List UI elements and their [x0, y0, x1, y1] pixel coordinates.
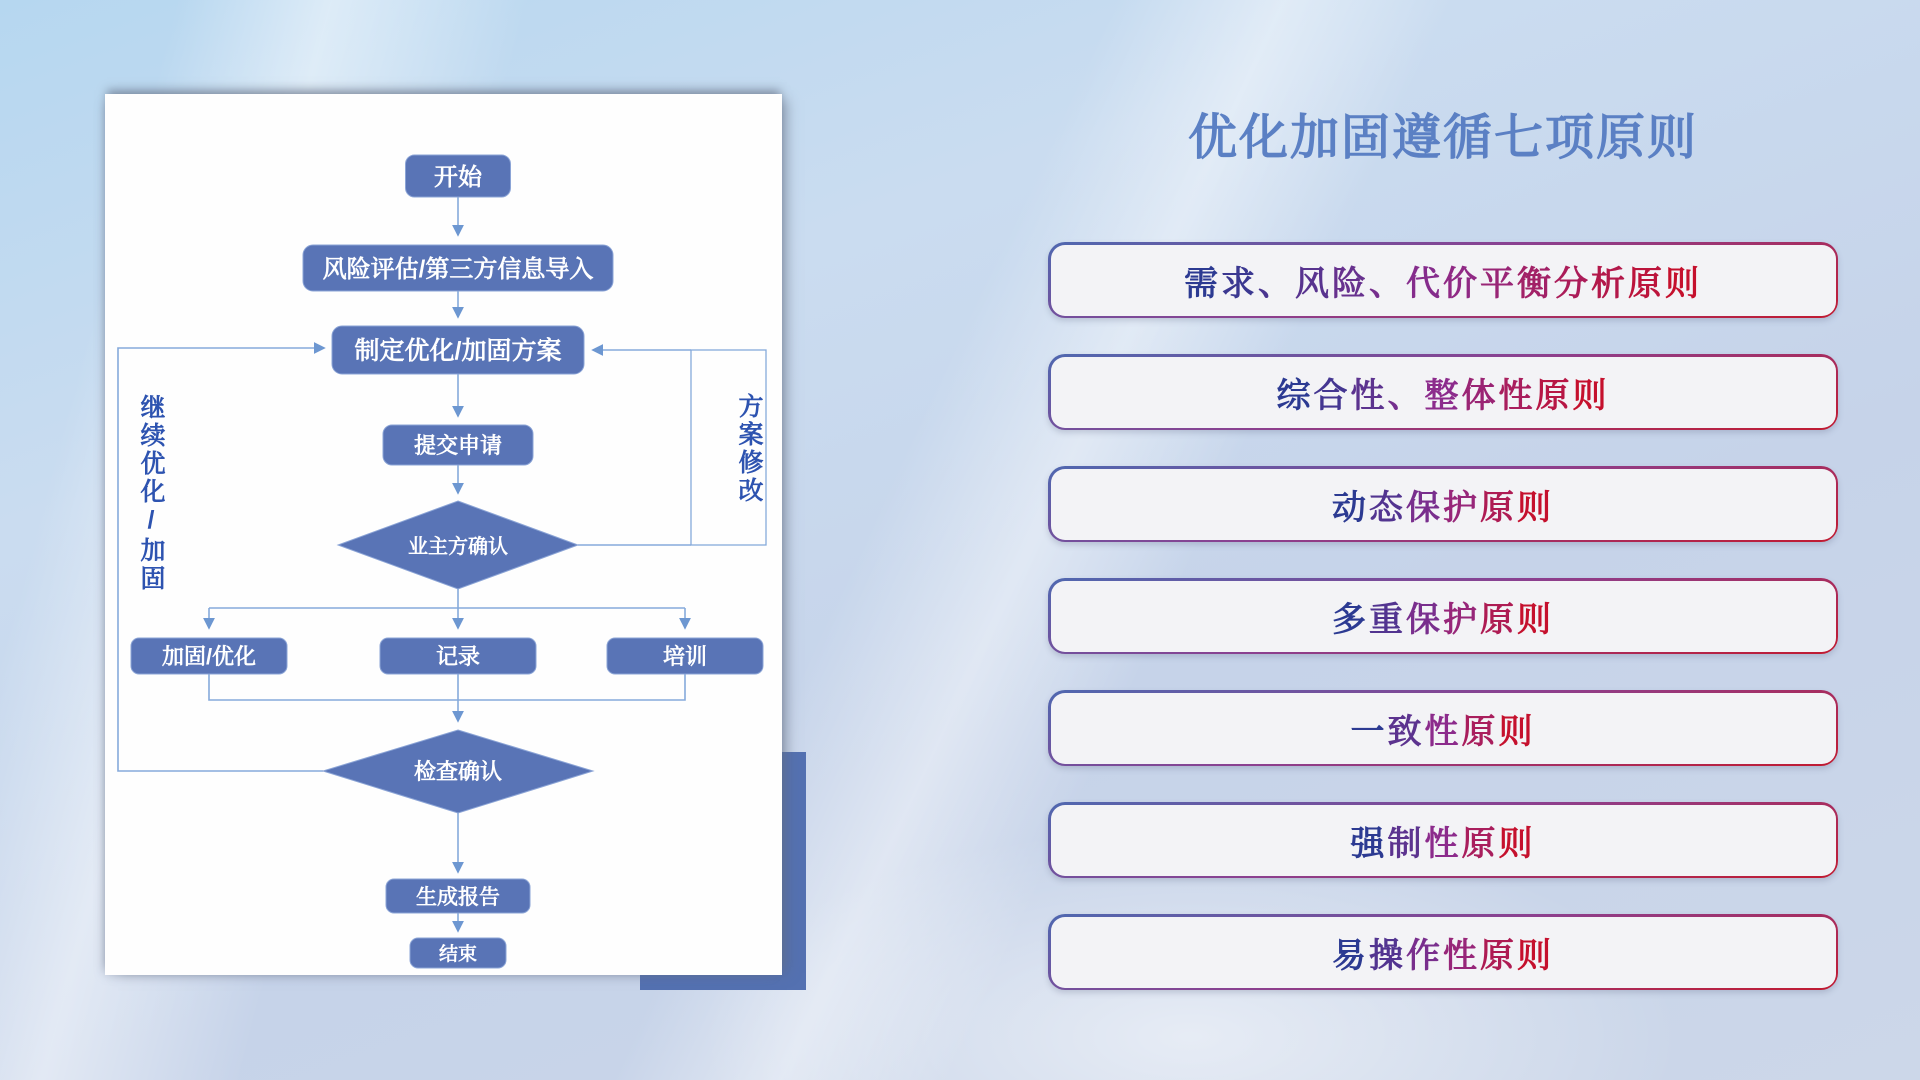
principle-char: 原 [1480, 488, 1517, 527]
principle-label [1051, 245, 1836, 316]
principle-char: 则 [1498, 712, 1536, 751]
principle-char: 体 [1461, 376, 1499, 415]
node-record-label: 记录 [435, 644, 481, 669]
node-check-confirm-label: 检查确认 [413, 759, 503, 784]
principle-char: 综 [1276, 376, 1314, 415]
principle-char: 、 [1369, 264, 1406, 303]
principle-char: 原 [1480, 936, 1517, 975]
principle-char: 原 [1628, 264, 1665, 303]
principle-box [1048, 466, 1838, 542]
node-end-label: 结束 [438, 944, 478, 965]
node-harden-optimize-label: 加固/优化 [161, 644, 257, 669]
principle-label [1051, 693, 1836, 764]
principle-char: 性 [1424, 712, 1462, 751]
page-title: 优化加固遵循七项原则 [1187, 111, 1698, 165]
principle-box [1048, 354, 1838, 430]
principles-panel [1048, 106, 1838, 1026]
principle-char: 性 [1350, 376, 1388, 415]
principle-char: 需 [1184, 264, 1221, 303]
principle-char: 则 [1665, 264, 1702, 303]
node-training-label: 培训 [662, 644, 708, 669]
principle-box [1048, 914, 1838, 990]
principle-label [1051, 805, 1836, 876]
merge-line [209, 674, 685, 700]
loop-label-continue-optimize: 继续优化/加固 [137, 394, 165, 593]
principle-char: 制 [1387, 824, 1425, 863]
principle-char: 、 [1258, 264, 1295, 303]
principle-char: 则 [1517, 600, 1554, 639]
node-risk-import-label: 风险评估/第三方信息导入 [322, 256, 594, 283]
principle-char: 护 [1443, 600, 1480, 639]
principle-box [1048, 578, 1838, 654]
node-owner-confirm-label: 业主方确认 [408, 536, 508, 558]
principle-char: 则 [1517, 936, 1554, 975]
principle-char: 作 [1406, 936, 1443, 975]
principle-char: 险 [1332, 264, 1369, 303]
loop-label-plan-revise: 方案修改 [735, 393, 763, 505]
principle-char: 致 [1387, 712, 1425, 751]
principle-char: 平 [1480, 264, 1517, 303]
principle-char: 合 [1313, 376, 1351, 415]
principle-char: 性 [1424, 824, 1462, 863]
principle-char: 分 [1554, 264, 1591, 303]
principle-char: 代 [1406, 264, 1443, 303]
principle-char: 保 [1406, 600, 1443, 639]
principle-char: 操 [1369, 936, 1406, 975]
principle-label [1051, 469, 1836, 540]
principles-list [1048, 242, 1838, 990]
principle-char: 整 [1424, 376, 1462, 415]
principle-char: 衡 [1517, 264, 1554, 303]
node-start-label: 开始 [434, 164, 482, 191]
flowchart-card [105, 94, 782, 975]
principle-char: 护 [1443, 488, 1480, 527]
principle-char: 性 [1443, 936, 1480, 975]
principle-char: 析 [1591, 264, 1628, 303]
node-submit-label: 提交申请 [413, 433, 503, 458]
principle-box [1048, 690, 1838, 766]
node-report-label: 生成报告 [416, 886, 500, 909]
principle-char: 性 [1498, 376, 1536, 415]
principle-char: 多 [1332, 600, 1369, 639]
principle-char: 强 [1350, 824, 1388, 863]
principle-char: 动 [1332, 488, 1369, 527]
principle-char: 求 [1221, 264, 1258, 303]
principle-box [1048, 242, 1838, 318]
principle-label [1051, 357, 1836, 428]
principle-char: 则 [1572, 376, 1610, 415]
principle-char: 风 [1295, 264, 1332, 303]
principle-char: 价 [1443, 264, 1480, 303]
principle-char: 原 [1535, 376, 1573, 415]
principle-char: 原 [1461, 712, 1499, 751]
principle-char: 一 [1350, 712, 1388, 751]
principle-char: 则 [1517, 488, 1554, 527]
principle-char: 易 [1332, 936, 1369, 975]
principle-char: 则 [1498, 824, 1536, 863]
principle-char: 原 [1480, 600, 1517, 639]
principle-char: 态 [1369, 488, 1406, 527]
principle-label [1051, 917, 1836, 988]
principle-label [1051, 581, 1836, 652]
principle-char: 重 [1369, 600, 1406, 639]
principle-box [1048, 802, 1838, 878]
node-make-plan-label: 制定优化/加固方案 [354, 337, 562, 365]
principle-char: 保 [1406, 488, 1443, 527]
flowchart [105, 94, 782, 975]
principle-char: 、 [1387, 376, 1425, 415]
principle-char: 原 [1461, 824, 1499, 863]
